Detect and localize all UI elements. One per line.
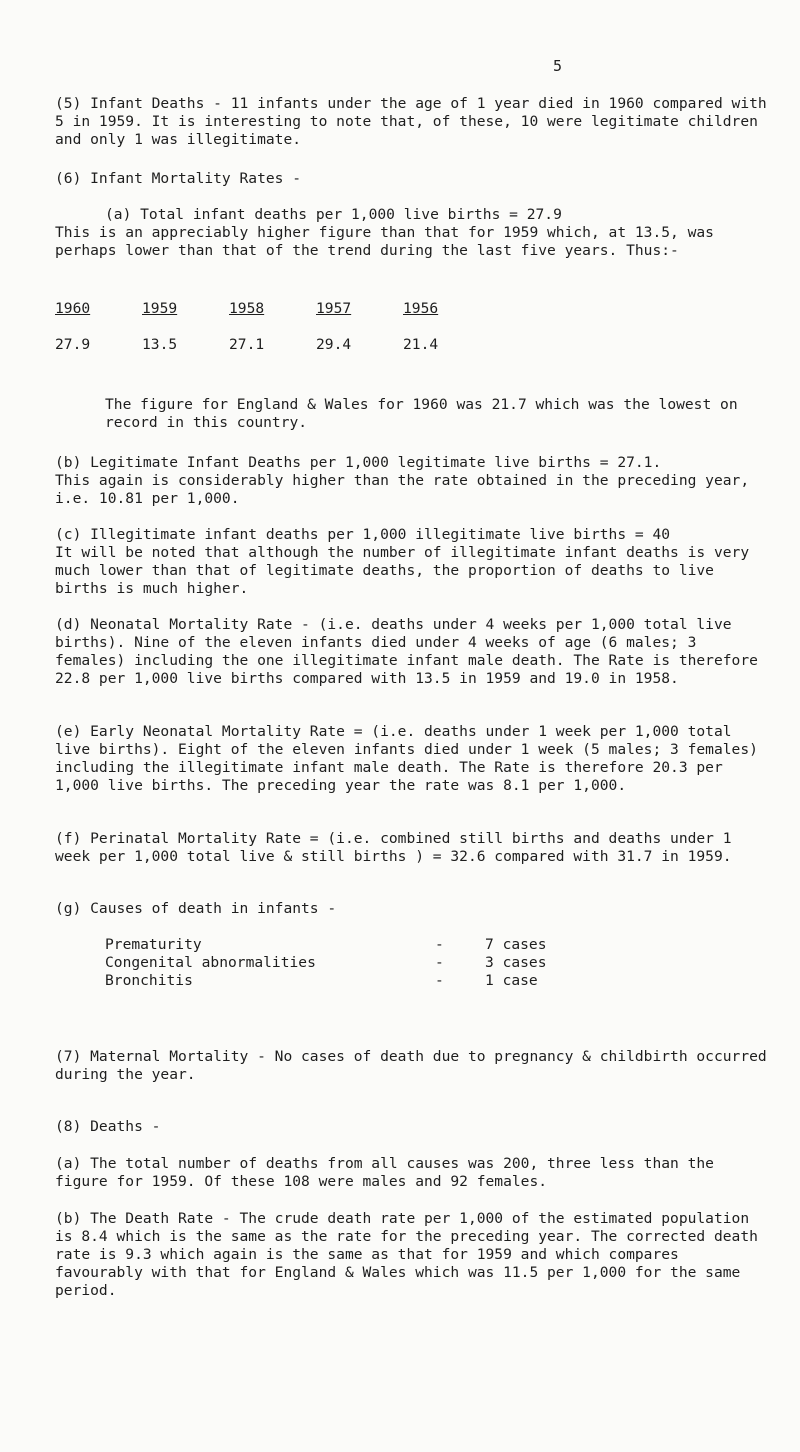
year-cell: 1959: [142, 300, 178, 317]
legitimate-deaths-text: This again is considerably higher than the rate obtained in the preceding year, i.e. 10.81 per 1,000.: [55, 472, 750, 507]
cause-name: Congenital abnormalities: [105, 954, 316, 971]
total-deaths: [55, 1155, 770, 1191]
death-rate-text: (b) The Death Rate - The crude death rate per 1,000 of the estimated population is 8.4 which is the same as the rate for the preceding year. The corrected death rate is 9.3 which again is the same as that for 1959 and which compares favourably with that for England & Wales which was 11.5 per 1,000 for the same period.: [55, 1210, 758, 1299]
maternal-mortality: [55, 1048, 770, 1084]
total-infant-deaths: [55, 206, 770, 260]
england-wales-note: [55, 396, 770, 432]
infant-mortality-heading: (6) Infant Mortality Rates -: [55, 170, 302, 187]
total-infant-deaths-text: This is an appreciably higher figure than that for 1959 which, at 13.5, was perhaps lower than that of the trend during the last five years. Thus:-: [55, 224, 714, 259]
cause-dash: -: [435, 972, 444, 989]
rate-cell: 21.4: [403, 336, 439, 353]
year-cell: 1956: [403, 300, 439, 317]
years-row: [55, 300, 770, 318]
cause-count: 1 case: [485, 972, 538, 989]
rate-cell: 27.9: [55, 336, 91, 353]
causes-of-death: [55, 900, 770, 990]
early-neonatal-mortality-text: (e) Early Neonatal Mortality Rate = (i.e. deaths under 1 week per 1,000 total live births). Eight of the eleven infants died under 1 week (5 males; 3 females) including the illegitimate infant male death. The Rate is therefore 20.3 per 1,000 live births. The preceding year the rate was 8.1 per 1,000.: [55, 723, 758, 794]
rate-cell: 27.1: [229, 336, 265, 353]
legitimate-deaths: [55, 454, 770, 508]
cause-dash: -: [435, 954, 444, 971]
death-rate: [55, 1210, 770, 1300]
maternal-mortality-text: (7) Maternal Mortality - No cases of death due to pregnancy & childbirth occurred during the year.: [55, 1048, 767, 1083]
infant-deaths-paragraph: (5) Infant Deaths - 11 infants under the age of 1 year died in 1960 compared with 5 in 1959. It is interesting to note that, of these, 10 were legitimate children and only 1 was illegitimate.: [55, 95, 767, 148]
cause-count: 7 cases: [485, 936, 547, 953]
section-infant-deaths: [55, 95, 770, 149]
cause-name: Prematurity: [105, 936, 202, 953]
rate-cell: 13.5: [142, 336, 178, 353]
rates-row: [55, 336, 770, 354]
year-cell: 1958: [229, 300, 265, 317]
legitimate-deaths-line: (b) Legitimate Infant Deaths per 1,000 legitimate live births = 27.1.: [55, 454, 662, 471]
page-number: 5: [553, 57, 563, 75]
perinatal-mortality: [55, 830, 770, 866]
cause-count: 3 cases: [485, 954, 547, 971]
deaths-section: [55, 1118, 770, 1136]
england-wales-text: The figure for England & Wales for 1960 was 21.7 which was the lowest on record in this country.: [105, 396, 738, 431]
neonatal-mortality-text: (d) Neonatal Mortality Rate - (i.e. deaths under 4 weeks per 1,000 total live births). Nine of the eleven infants died under 4 weeks of age (6 males; 3 females) including the one illegitimate infant male death. The Rate is therefore 22.8 per 1,000 live births compared with 13.5 in 1959 and 19.0 in 1958.: [55, 616, 758, 687]
cause-name: Bronchitis: [105, 972, 193, 989]
section-infant-mortality: [55, 170, 770, 188]
illegitimate-deaths-text: It will be noted that although the number of illegitimate infant deaths is very much lower than that of legitimate deaths, the proportion of deaths to live births is much higher.: [55, 544, 750, 597]
cause-dash: -: [435, 936, 444, 953]
neonatal-mortality: [55, 616, 770, 688]
deaths-heading: (8) Deaths -: [55, 1118, 161, 1135]
year-cell: 1960: [55, 300, 91, 317]
illegitimate-deaths-line: (c) Illegitimate infant deaths per 1,000 illegitimate live births = 40: [55, 526, 671, 543]
year-cell: 1957: [316, 300, 352, 317]
perinatal-mortality-text: (f) Perinatal Mortality Rate = (i.e. combined still births and deaths under 1 week per 1,000 total live & still births ) = 32.6 compared with 31.7 in 1959.: [55, 830, 732, 865]
rate-cell: 29.4: [316, 336, 352, 353]
illegitimate-deaths: [55, 526, 770, 598]
causes-list: [55, 936, 770, 990]
causes-heading: (g) Causes of death in infants -: [55, 900, 337, 917]
total-infant-deaths-line: (a) Total infant deaths per 1,000 live births = 27.9: [105, 206, 562, 223]
total-deaths-text: (a) The total number of deaths from all causes was 200, three less than the figure for 1959. Of these 108 were males and 92 females.: [55, 1155, 714, 1190]
rates-table: [55, 300, 770, 354]
early-neonatal-mortality: [55, 723, 770, 795]
